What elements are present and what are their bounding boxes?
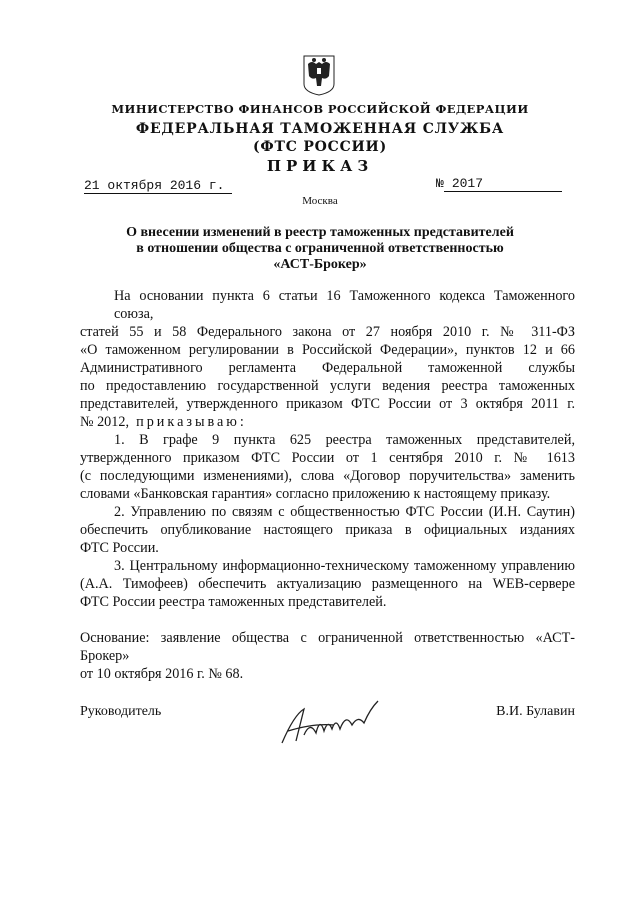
body-line: (А.А. Тимофеев) обеспечить актуализацию размещенного на WEB-сервере — [80, 576, 575, 592]
document-date: 21 октября 2016 г. — [84, 178, 232, 194]
body-line: по предоставлению государственной услуги ведения реестра таможенных — [80, 378, 575, 394]
body-line: 3. Центральному информационно-техническому таможенному управлению — [114, 558, 575, 574]
body-line: ФТС России. — [80, 540, 159, 556]
handwritten-signature — [274, 695, 384, 755]
signature-block — [80, 703, 575, 755]
body-line: 2. Управлению по связям с общественностью ФТС России (И.Н. Саутин) — [114, 504, 575, 520]
title-line: в отношении общества с ограниченной ответственностью — [136, 241, 504, 256]
signer-name: В.И. Булавин — [496, 704, 575, 719]
order-word: приказываю: — [136, 414, 247, 430]
body-line: обеспечить опубликование настоящего приказа в официальных изданиях — [80, 522, 575, 538]
title-line: «АСТ-Брокер» — [273, 257, 367, 272]
body-line: статей 55 и 58 Федерального закона от 27 ноября 2010 г. № 311-ФЗ — [80, 324, 575, 340]
order-number-ref: № 2012, — [80, 414, 130, 430]
city: Москва — [302, 195, 338, 207]
basis-line: Основание: заявление общества с ограниченной ответственностью «АСТ-Брокер» — [80, 630, 575, 664]
body-line: ФТС России реестра таможенных представителей. — [80, 594, 387, 610]
service-name: ФЕДЕРАЛЬНАЯ ТАМОЖЕННАЯ СЛУЖБА — [135, 121, 505, 137]
body-line: словами «Банковская гарантия» согласно приложению к настоящему приказу. — [80, 486, 551, 502]
body-line: На основании пункта 6 статьи 16 Таможенного кодекса Таможенного союза, — [114, 288, 575, 322]
service-short-name: (ФТС РОССИИ) — [252, 139, 388, 155]
coat-of-arms-emblem-icon — [302, 54, 336, 96]
title-line: О внесении изменений в реестр таможенных представителей — [126, 225, 514, 240]
signer-position: Руководитель — [80, 704, 162, 719]
number-value: 2017 — [444, 176, 562, 192]
document-type: ПРИКАЗ — [266, 157, 374, 175]
body-line: Административного регламента Федеральной таможенной службы — [80, 360, 575, 376]
body-line: «О таможенном регулировании в Российской Федерации», пунктов 12 и 66 — [80, 342, 575, 358]
number-label: № — [436, 176, 444, 191]
body-line — [80, 413, 575, 431]
document-number — [436, 176, 562, 192]
body-line: (с последующими изменениями), слова «Договор поручительства» заменить — [80, 468, 575, 484]
basis-line: от 10 октября 2016 г. № 68. — [80, 666, 244, 682]
body-line: 1. В графе 9 пункта 625 реестра таможенных представителей, — [114, 432, 575, 448]
ministry-name: МИНИСТЕРСТВО ФИНАНСОВ РОССИЙСКОЙ ФЕДЕРАЦИИ — [111, 102, 529, 116]
document-title — [0, 225, 640, 273]
body-line: представителей, утвержденного приказом ФТС России от 3 октября 2011 г. — [80, 396, 575, 412]
document-content — [80, 287, 575, 755]
body-line: утвержденного приказом ФТС России от 1 сентября 2010 г. № 1613 — [80, 450, 575, 466]
document-body — [80, 287, 575, 683]
